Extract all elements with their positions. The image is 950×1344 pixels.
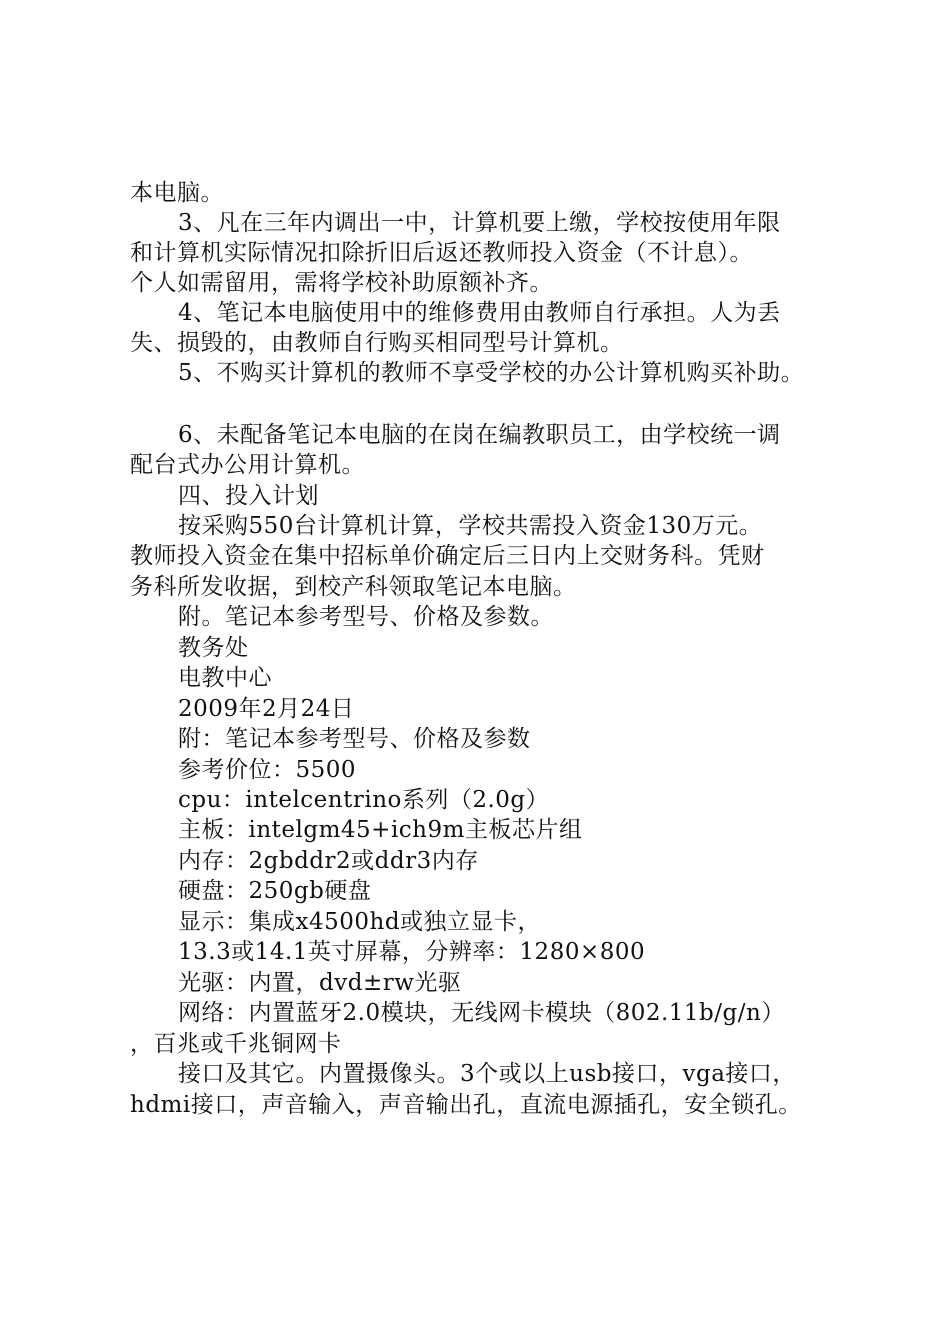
spec-line: 内存：2gbddr2或ddr3内存 xyxy=(178,848,479,874)
spec-line: 光驱：内置，dvd±rw光驱 xyxy=(178,970,462,996)
text-line: 和计算机实际情况扣除折旧后返还教师投入资金（不计息）。 xyxy=(130,240,753,266)
text-line: 附。笔记本参考型号、价格及参数。 xyxy=(178,604,554,630)
appendix-title: 附：笔记本参考型号、价格及参数 xyxy=(178,726,531,752)
text-line: 6、未配备笔记本电脑的在岗在编教职员工，由学校统一调 xyxy=(178,422,781,448)
spec-line: ，百兆或千兆铜网卡 xyxy=(130,1031,342,1057)
signature-center: 电教中心 xyxy=(178,665,272,691)
section-heading: 四、投入计划 xyxy=(178,483,319,509)
spec-line: 参考价位：5500 xyxy=(178,757,357,783)
spec-line: 接口及其它。内置摄像头。3个或以上usb接口，vga接口， xyxy=(178,1061,796,1087)
spec-line: 硬盘：250gb硬盘 xyxy=(178,878,372,904)
text-line: 按采购550台计算机计算，学校共需投入资金130万元。 xyxy=(178,513,763,539)
text-line: 5、不购买计算机的教师不享受学校的办公计算机购买补助。 xyxy=(178,360,805,386)
spec-line: 13.3或14.1英寸屏幕，分辨率：1280×800 xyxy=(178,939,646,965)
signature-office: 教务处 xyxy=(178,635,249,661)
text-line: 务科所发收据，到校产科领取笔记本电脑。 xyxy=(130,574,577,600)
spec-line: hdmi接口，声音输入，声音输出孔，直流电源插孔，安全锁孔。 xyxy=(130,1092,802,1118)
spec-line: cpu：intelcentrino系列（2.0g） xyxy=(178,787,550,813)
text-line: 本电脑。 xyxy=(130,180,224,206)
spec-line: 网络：内置蓝牙2.0模块，无线网卡模块（802.11b/g/n） xyxy=(178,1000,785,1026)
spec-line: 显示：集成x4500hd或独立显卡， xyxy=(178,909,542,935)
text-line: 教师投入资金在集中招标单价确定后三日内上交财务科。凭财 xyxy=(130,543,765,569)
text-line: 个人如需留用，需将学校补助原额补齐。 xyxy=(130,270,553,296)
signature-date: 2009年2月24日 xyxy=(178,696,355,722)
text-line: 配台式办公用计算机。 xyxy=(130,452,365,478)
spec-line: 主板：intelgm45+ich9m主板芯片组 xyxy=(178,817,583,843)
text-line: 4、笔记本电脑使用中的维修费用由教师自行承担。人为丢 xyxy=(178,300,781,326)
text-line: 失、损毁的，由教师自行购买相同型号计算机。 xyxy=(130,330,624,356)
text-line: 3、凡在三年内调出一中，计算机要上缴，学校按使用年限 xyxy=(178,210,781,236)
